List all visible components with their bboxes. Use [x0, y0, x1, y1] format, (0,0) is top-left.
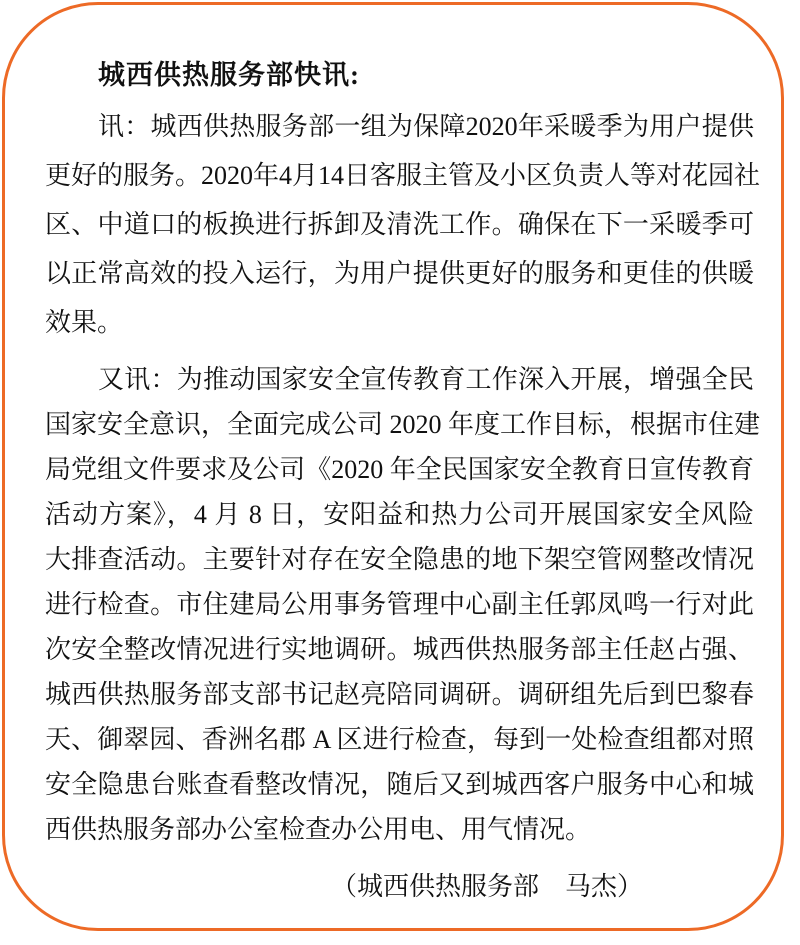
newsletter-body [45, 102, 761, 852]
text-line: 讯：城西供热服务部一组为保障2020年采暖季为用户提供 [98, 112, 754, 141]
news-item-2 [45, 357, 761, 852]
text-line: 以正常高效的投入运行，为用户提供更好的服务和更佳的供暖 [45, 259, 754, 288]
text-line: 西供热服务部办公室检查办公用电、用气情况。 [45, 815, 592, 844]
newsletter-title: 城西供热服务部快讯: [98, 60, 360, 90]
text-line: 效果。 [45, 308, 124, 337]
text-line: 国家安全意识，全面完成公司 2020 年度工作目标，根据市住建 [45, 410, 761, 439]
text-line: 局党组文件要求及公司《2020 年全民国家安全教育日宣传教育 [45, 455, 754, 484]
text-line: 安全隐患台账查看整改情况，随后又到城西客户服务中心和城 [45, 770, 754, 799]
text-line: 进行检查。市住建局公用事务管理中心副主任郭凤鸣一行对此 [45, 590, 754, 619]
news-item-1 [45, 102, 761, 347]
text-line: 天、御翠园、香洲名郡 A 区进行检查，每到一处检查组都对照 [45, 725, 754, 754]
text-line: 大排查活动。主要针对存在安全隐患的地下架空管网整改情况 [45, 545, 754, 574]
signature-line: （城西供热服务部 马杰） [331, 872, 644, 901]
text-line: 区、中道口的板换进行拆卸及清洗工作。确保在下一采暖季可 [45, 210, 754, 239]
text-line: 城西供热服务部支部书记赵亮陪同调研。调研组先后到巴黎春 [45, 680, 754, 709]
text-line: 活动方案》，4 月 8 日，安阳益和热力公司开展国家安全风险 [45, 500, 754, 529]
text-line: 又讯：为推动国家安全宣传教育工作深入开展，增强全民 [98, 365, 754, 394]
text-line: 更好的服务。2020年4月14日客服主管及小区负责人等对花园社 [45, 161, 761, 190]
text-line: 次安全整改情况进行实地调研。城西供热服务部主任赵占强、 [45, 635, 754, 664]
newsletter-content [45, 58, 761, 909]
